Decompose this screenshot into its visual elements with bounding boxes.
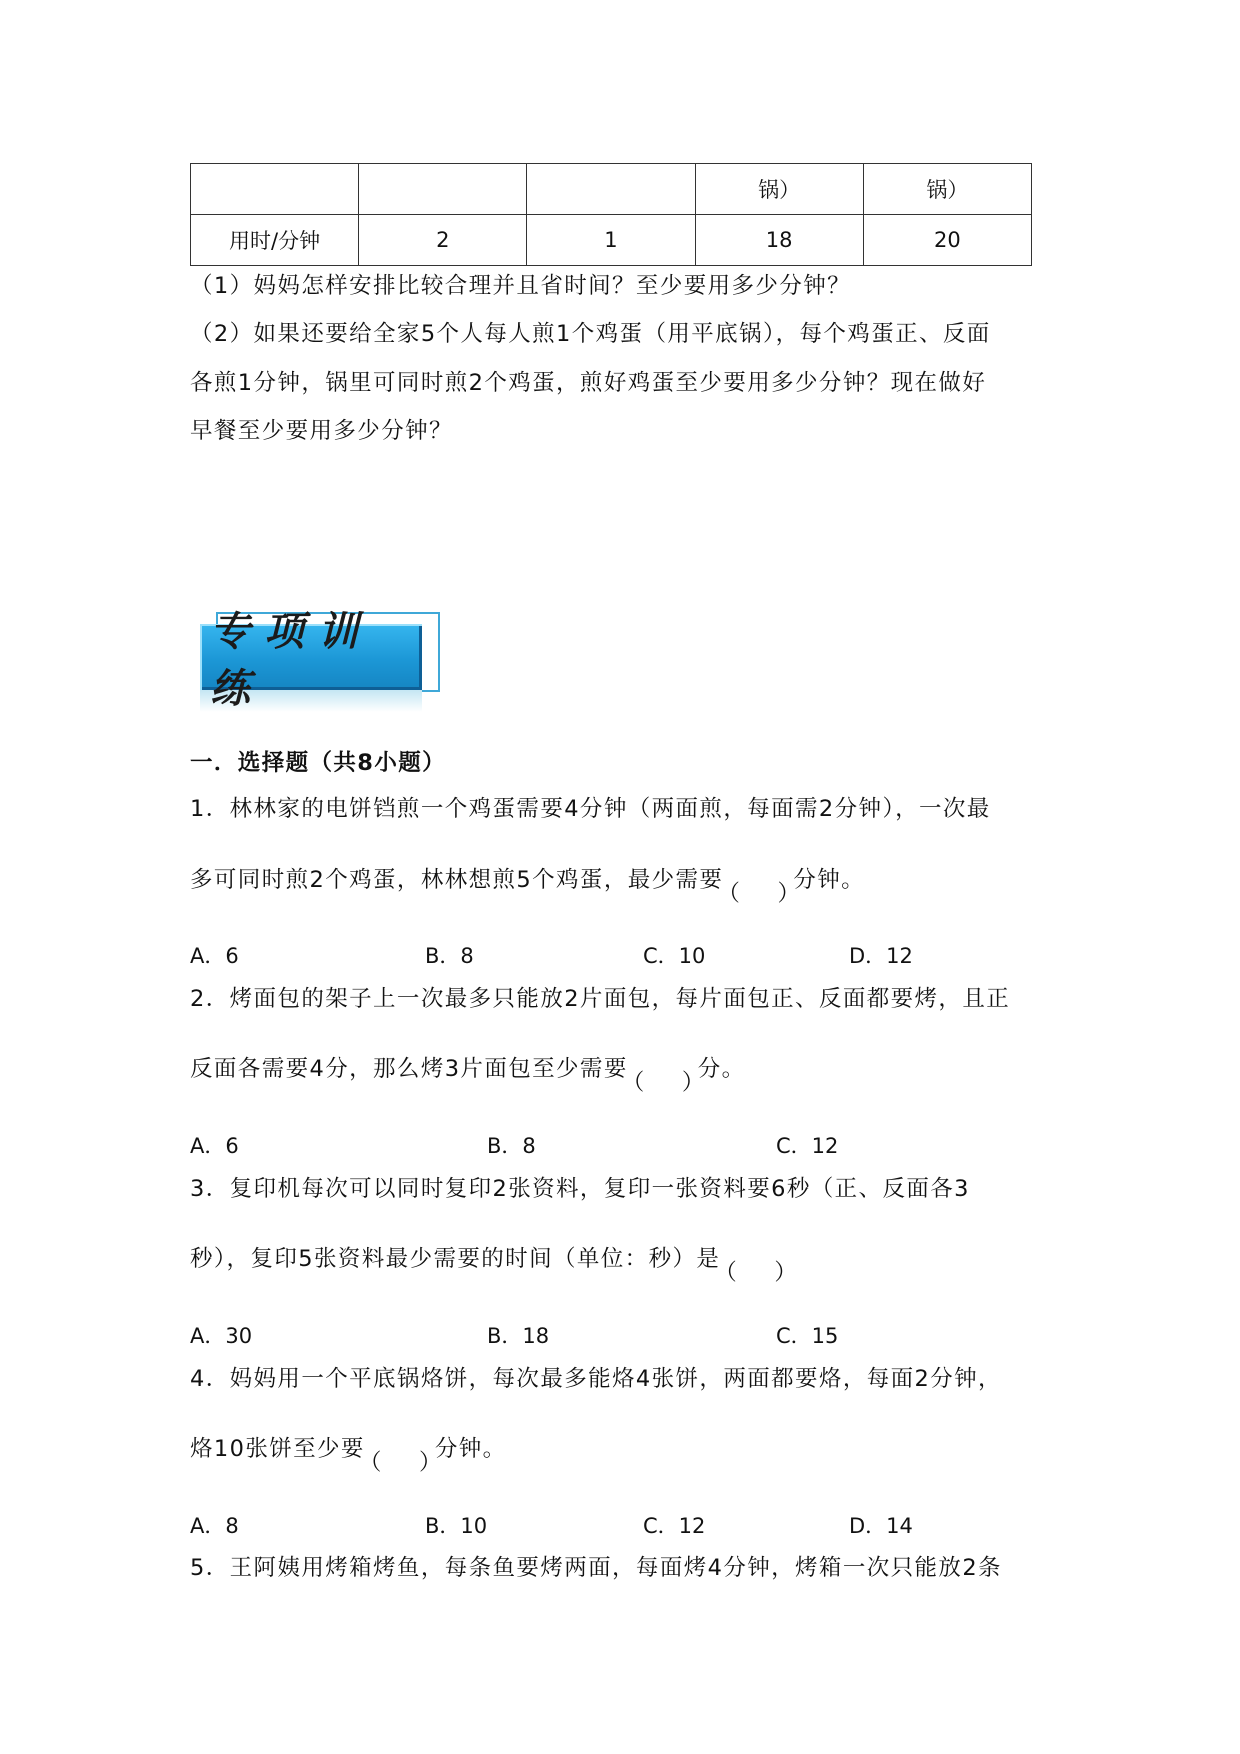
option-d[interactable]: D．14	[849, 1514, 913, 1538]
banner-title: 专项训练	[210, 608, 372, 712]
table-cell: 锅）	[863, 164, 1031, 215]
problem-4-line-2: 烙10张饼至少要 （ ） 分钟。	[190, 1436, 507, 1476]
option-c[interactable]: C．12	[643, 1514, 706, 1538]
question-line: （1）妈妈怎样安排比较合理并且省时间？至少要用多少分钟？	[190, 273, 852, 299]
table-cell: 18	[695, 215, 863, 266]
table-cell	[527, 164, 695, 215]
table-cell	[359, 164, 527, 215]
problem-3-line-1: 3．复印机每次可以同时复印2张资料，复印一张资料要6秒（正、反面各3	[190, 1176, 970, 1202]
section-banner	[200, 608, 438, 712]
option-c[interactable]: C．10	[643, 944, 706, 968]
question-line: 各煎1分钟，锅里可同时煎2个鸡蛋，煎好鸡蛋至少要用多少分钟？现在做好	[190, 370, 987, 396]
table-cell: 1	[527, 215, 695, 266]
option-b[interactable]: B．10	[425, 1514, 488, 1538]
problem-4-line-1: 4．妈妈用一个平底锅烙饼，每次最多能烙4张饼，两面都要烙，每面2分钟，	[190, 1366, 1002, 1392]
problem-2-line-2: 反面各需要4分，那么烤3片面包至少需要 （ ） 分。	[190, 1056, 746, 1096]
option-a[interactable]: A．30	[190, 1324, 253, 1348]
option-a[interactable]: A．8	[190, 1514, 239, 1538]
option-a[interactable]: A．6	[190, 1134, 239, 1158]
time-table	[190, 163, 1032, 266]
problem-1-line-2: 多可同时煎2个鸡蛋，林林想煎5个鸡蛋，最少需要 （ ） 分钟。	[190, 867, 866, 907]
table-cell-label: 用时/分钟	[191, 215, 359, 266]
table-cell: 20	[863, 215, 1031, 266]
option-d[interactable]: D．12	[849, 944, 913, 968]
option-b[interactable]: B．8	[487, 1134, 536, 1158]
table-cell	[191, 164, 359, 215]
table-row	[191, 215, 1032, 266]
problem-5-line-1: 5．王阿姨用烤箱烤鱼，每条鱼要烤两面，每面烤4分钟，烤箱一次只能放2条	[190, 1555, 1002, 1581]
option-c[interactable]: C．15	[776, 1324, 839, 1348]
problem-1-line-1: 1．林林家的电饼铛煎一个鸡蛋需要4分钟（两面煎，每面需2分钟），一次最	[190, 796, 991, 822]
option-b[interactable]: B．18	[487, 1324, 550, 1348]
problem-2-line-1: 2．烤面包的架子上一次最多只能放2片面包，每片面包正、反面都要烤，且正	[190, 986, 1011, 1012]
question-line: （2）如果还要给全家5个人每人煎1个鸡蛋（用平底锅），每个鸡蛋正、反面	[190, 321, 991, 347]
option-b[interactable]: B．8	[425, 944, 474, 968]
option-a[interactable]: A．6	[190, 944, 239, 968]
section-title: 一．选择题（共8小题）	[190, 750, 447, 776]
question-line: 早餐至少要用多少分钟？	[190, 418, 453, 444]
table-cell: 锅）	[695, 164, 863, 215]
table-cell: 2	[359, 215, 527, 266]
problem-3-line-2: 秒），复印5张资料最少需要的时间（单位：秒）是 （ ）	[190, 1246, 799, 1286]
table-row	[191, 164, 1032, 215]
option-c[interactable]: C．12	[776, 1134, 839, 1158]
